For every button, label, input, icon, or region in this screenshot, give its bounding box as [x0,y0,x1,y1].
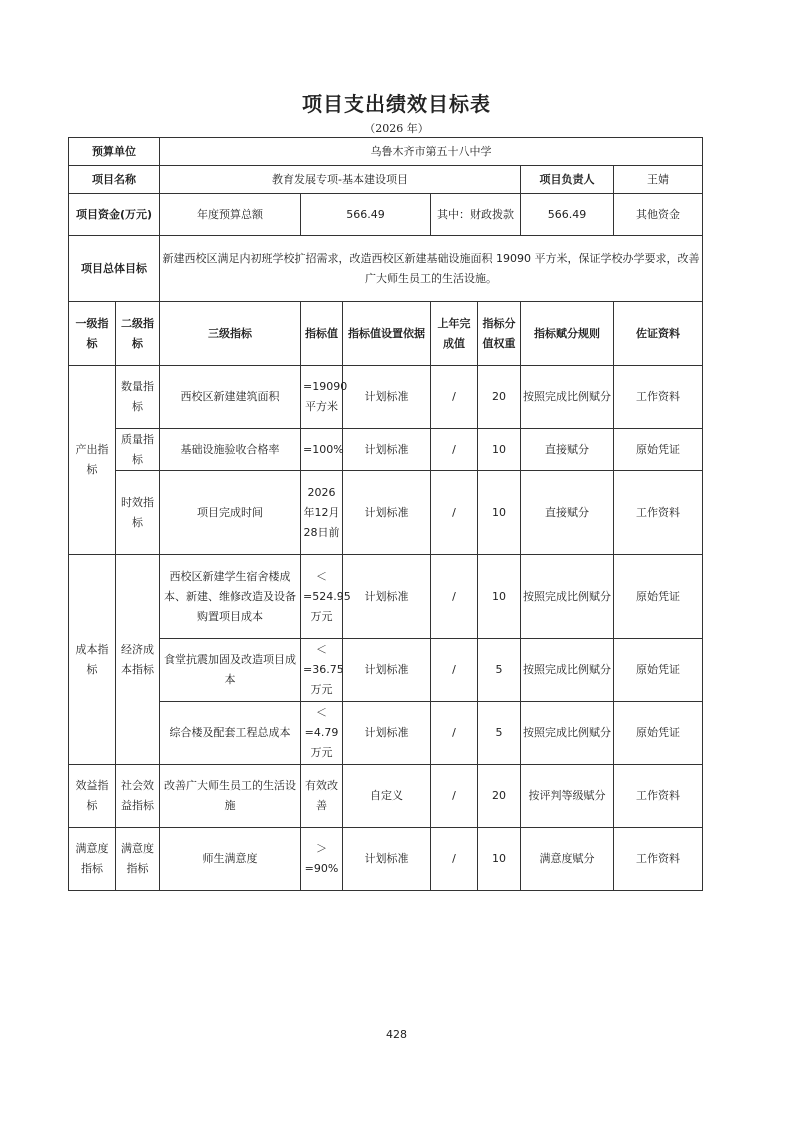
table-row [69,471,703,555]
last-year-cell: / [431,639,478,702]
value-cell: 2026年12月28日前 [301,471,343,555]
header-level2: 二级指标 [116,302,160,366]
annual-budget-label: 年度预算总额 [160,194,301,236]
weight-cell: 10 [478,471,521,555]
value-cell: ＜=4.79万元 [301,702,343,765]
level2-social-benefit: 社会效益指标 [116,765,160,828]
evidence-cell: 原始凭证 [614,702,703,765]
funds-label: 项目资金(万元) [69,194,160,236]
level2-quality: 质量指标 [116,429,160,471]
level1-output: 产出指标 [69,366,116,555]
level1-benefit: 效益指标 [69,765,116,828]
header-evidence: 佐证资料 [614,302,703,366]
last-year-cell: / [431,828,478,891]
level3-cell: 食堂抗震加固及改造项目成本 [160,639,301,702]
basis-cell: 计划标准 [343,828,431,891]
basis-cell: 计划标准 [343,639,431,702]
page-number: 428 [386,1028,407,1041]
project-label: 项目名称 [69,166,160,194]
basis-cell: 计划标准 [343,471,431,555]
other-funds-label: 其他资金 [614,194,703,236]
project-value: 教育发展专项-基本建设项目 [160,166,521,194]
header-level1: 一级指标 [69,302,116,366]
table-row [69,828,703,891]
unit-value: 乌鲁木齐市第五十八中学 [160,138,703,166]
table-row [69,639,703,702]
page-title: 项目支出绩效目标表 [302,92,491,116]
rule-cell: 满意度赋分 [521,828,614,891]
value-cell: 有效改善 [301,765,343,828]
value-cell: ＞=90% [301,828,343,891]
last-year-cell: / [431,765,478,828]
level2-economic-cost: 经济成本指标 [116,555,160,765]
rule-cell: 按照完成比例赋分 [521,639,614,702]
table-row [69,765,703,828]
level2-satisfaction: 满意度指标 [116,828,160,891]
evidence-cell: 工作资料 [614,366,703,429]
level1-cost: 成本指标 [69,555,116,765]
last-year-cell: / [431,429,478,471]
evidence-cell: 工作资料 [614,471,703,555]
header-row [69,302,703,366]
table-row [69,555,703,639]
last-year-cell: / [431,555,478,639]
fiscal-allocation-value: 566.49 [521,194,614,236]
level1-satisfaction: 满意度指标 [69,828,116,891]
manager-label: 项目负责人 [521,166,614,194]
basis-cell: 计划标准 [343,555,431,639]
value-cell: =19090平方米 [301,366,343,429]
value-cell: ＜=524.95万元 [301,555,343,639]
last-year-cell: / [431,471,478,555]
goal-row [69,236,703,302]
level3-cell: 综合楼及配套工程总成本 [160,702,301,765]
unit-label: 预算单位 [69,138,160,166]
goal-label: 项目总体目标 [69,236,160,302]
weight-cell: 20 [478,765,521,828]
basis-cell: 计划标准 [343,366,431,429]
table-row [69,366,703,429]
basis-cell: 计划标准 [343,702,431,765]
weight-cell: 5 [478,639,521,702]
performance-table [68,137,703,891]
value-cell: ＜=36.75万元 [301,639,343,702]
weight-cell: 10 [478,555,521,639]
rule-cell: 直接赋分 [521,471,614,555]
evidence-cell: 原始凭证 [614,429,703,471]
level3-cell: 基础设施验收合格率 [160,429,301,471]
goal-text: 新建西校区满足内初班学校扩招需求，改造西校区新建基础设施面积 19090 平方米，保证学校办学要求，改善广大师生员工的生活设施。 [160,236,703,302]
last-year-cell: / [431,702,478,765]
rule-cell: 按评判等级赋分 [521,765,614,828]
level2-quantity: 数量指标 [116,366,160,429]
header-level3: 三级指标 [160,302,301,366]
level3-cell: 西校区新建建筑面积 [160,366,301,429]
year-label: （2026 年） [364,122,429,135]
weight-cell: 5 [478,702,521,765]
evidence-cell: 原始凭证 [614,639,703,702]
weight-cell: 20 [478,366,521,429]
header-last-year: 上年完成值 [431,302,478,366]
fiscal-allocation-label: 其中：财政拨款 [431,194,521,236]
level2-timeliness: 时效指标 [116,471,160,555]
last-year-cell: / [431,366,478,429]
value-cell: =100% [301,429,343,471]
level3-cell: 西校区新建学生宿舍楼成本、新建、维修改造及设备购置项目成本 [160,555,301,639]
funds-row [69,194,703,236]
basis-cell: 计划标准 [343,429,431,471]
weight-cell: 10 [478,828,521,891]
basis-cell: 自定义 [343,765,431,828]
header-basis: 指标值设置依据 [343,302,431,366]
unit-row [69,138,703,166]
annual-budget-value: 566.49 [301,194,431,236]
level3-cell: 项目完成时间 [160,471,301,555]
rule-cell: 直接赋分 [521,429,614,471]
rule-cell: 按照完成比例赋分 [521,555,614,639]
level3-cell: 改善广大师生员工的生活设施 [160,765,301,828]
manager-value: 王婧 [614,166,703,194]
level3-cell: 师生满意度 [160,828,301,891]
evidence-cell: 工作资料 [614,765,703,828]
evidence-cell: 原始凭证 [614,555,703,639]
header-weight: 指标分值权重 [478,302,521,366]
rule-cell: 按照完成比例赋分 [521,366,614,429]
header-rule: 指标赋分规则 [521,302,614,366]
table-row [69,702,703,765]
weight-cell: 10 [478,429,521,471]
project-row [69,166,703,194]
rule-cell: 按照完成比例赋分 [521,702,614,765]
table-row [69,429,703,471]
evidence-cell: 工作资料 [614,828,703,891]
header-value: 指标值 [301,302,343,366]
